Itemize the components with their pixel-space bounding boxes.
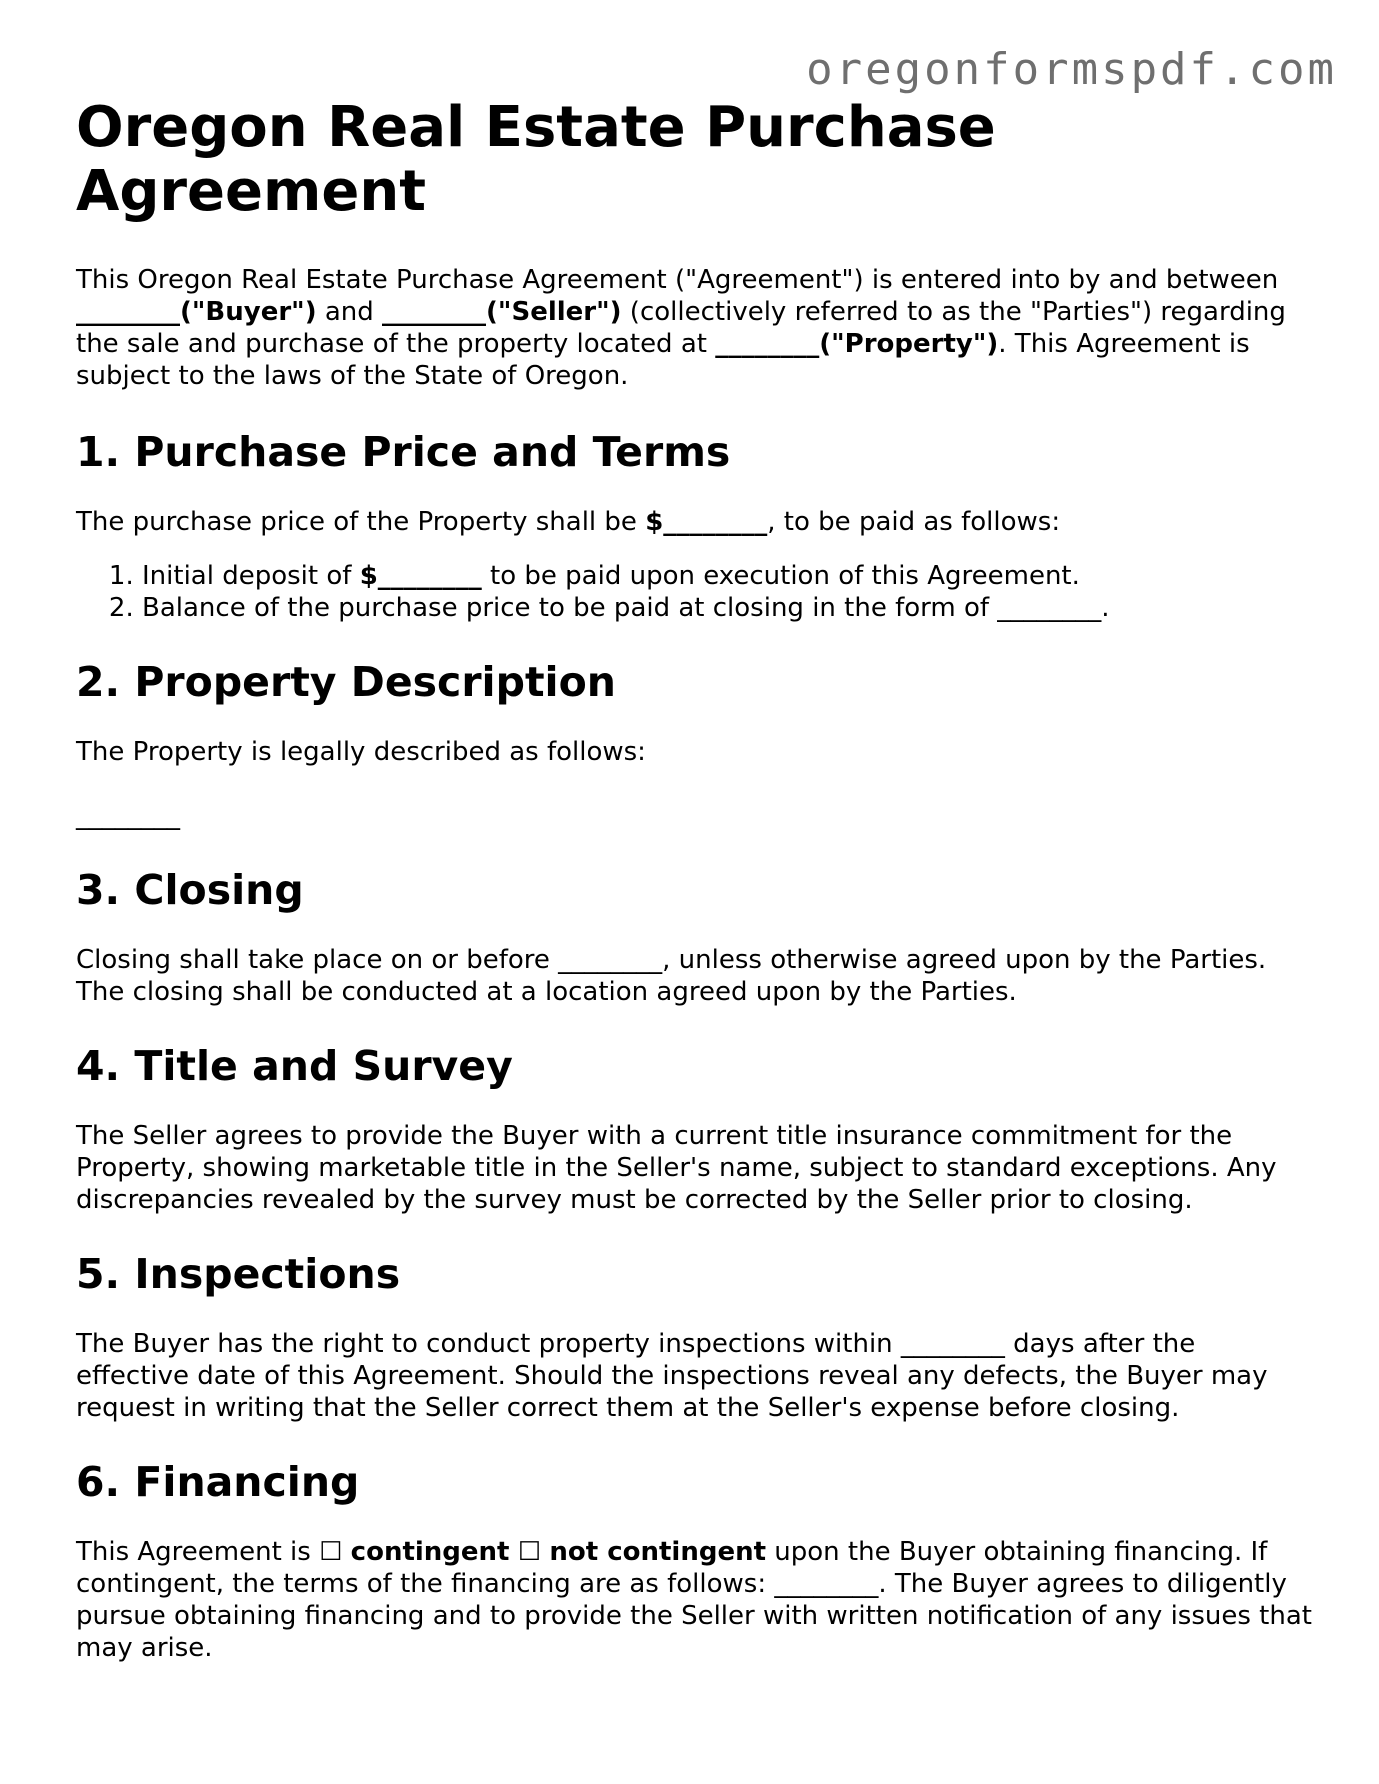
section-heading-financing: 6. Financing xyxy=(76,1458,360,1506)
contingent-label: contingent xyxy=(350,1537,510,1567)
financing-paragraph: This Agreement is ☐ contingent ☐ not contingent upon the Buyer obtaining financing. If contingent, the terms of the financing are as follows: ________. The Buyer agrees to diligently pursue obtaining financing and to provide the Seller with written notification of any issues that may arise. xyxy=(76,1537,1312,1663)
contingent-checkbox[interactable]: ☐ xyxy=(319,1537,343,1567)
document-title: Oregon Real Estate Purchase Agreement xyxy=(76,95,996,224)
inspections-paragraph: The Buyer has the right to conduct property inspections within ________ days after the effective date of this Agreement. Should the inspections reveal any defects, the Buyer may request in writing that the Seller correct them at the Seller's expense before closing. xyxy=(76,1329,1268,1423)
purchase-price-paragraph: The purchase price of the Property shall be $________, to be paid as follows: xyxy=(76,507,1061,537)
section-heading-closing: 3. Closing xyxy=(76,866,304,914)
property-field: ________("Property") xyxy=(715,329,999,359)
document-page xyxy=(76,96,1316,1698)
price-field: $________ xyxy=(645,507,768,537)
section-heading-inspections: 5. Inspections xyxy=(76,1250,401,1298)
closing-paragraph: Closing shall take place on or before ________, unless otherwise agreed upon by the Parties. The closing shall be conducted at a location agreed upon by the Parties. xyxy=(76,945,1267,1007)
seller-field: ________("Seller") xyxy=(382,297,622,327)
section-heading-title-survey: 4. Title and Survey xyxy=(76,1042,513,1090)
list-item: 1. Initial deposit of $________ to be paid upon execution of this Agreement. xyxy=(142,560,1316,592)
property-description-paragraph: The Property is legally described as follows: xyxy=(76,737,646,767)
intro-paragraph: This Oregon Real Estate Purchase Agreement ("Agreement") is entered into by and between ________("Buyer") and ________("Seller") (collectively referred to as the "Parties") regarding the sale and purchase of the property located at ________("Property"). This Agreement is subject to the laws of the State of Oregon. xyxy=(76,265,1286,391)
section-heading-property-description: 2. Property Description xyxy=(76,658,616,706)
title-survey-paragraph: The Seller agrees to provide the Buyer with a current title insurance commitment for the Property, showing marketable title in the Seller's name, subject to standard exceptions. Any discrepancies revealed by the survey must be corrected by the Seller prior to closing. xyxy=(76,1121,1277,1215)
property-description-blank: ________ xyxy=(76,801,180,831)
list-item: 2. Balance of the purchase price to be paid at closing in the form of ________. xyxy=(142,592,1316,624)
payment-terms-list xyxy=(76,560,1316,624)
deposit-field: $________ xyxy=(359,561,482,591)
section-heading-purchase-price: 1. Purchase Price and Terms xyxy=(76,428,731,476)
not-contingent-label: not contingent xyxy=(549,1537,767,1567)
buyer-field: ________("Buyer") xyxy=(76,297,317,327)
not-contingent-checkbox[interactable]: ☐ xyxy=(517,1537,542,1567)
watermark: oregonformspdf.com xyxy=(806,44,1337,95)
